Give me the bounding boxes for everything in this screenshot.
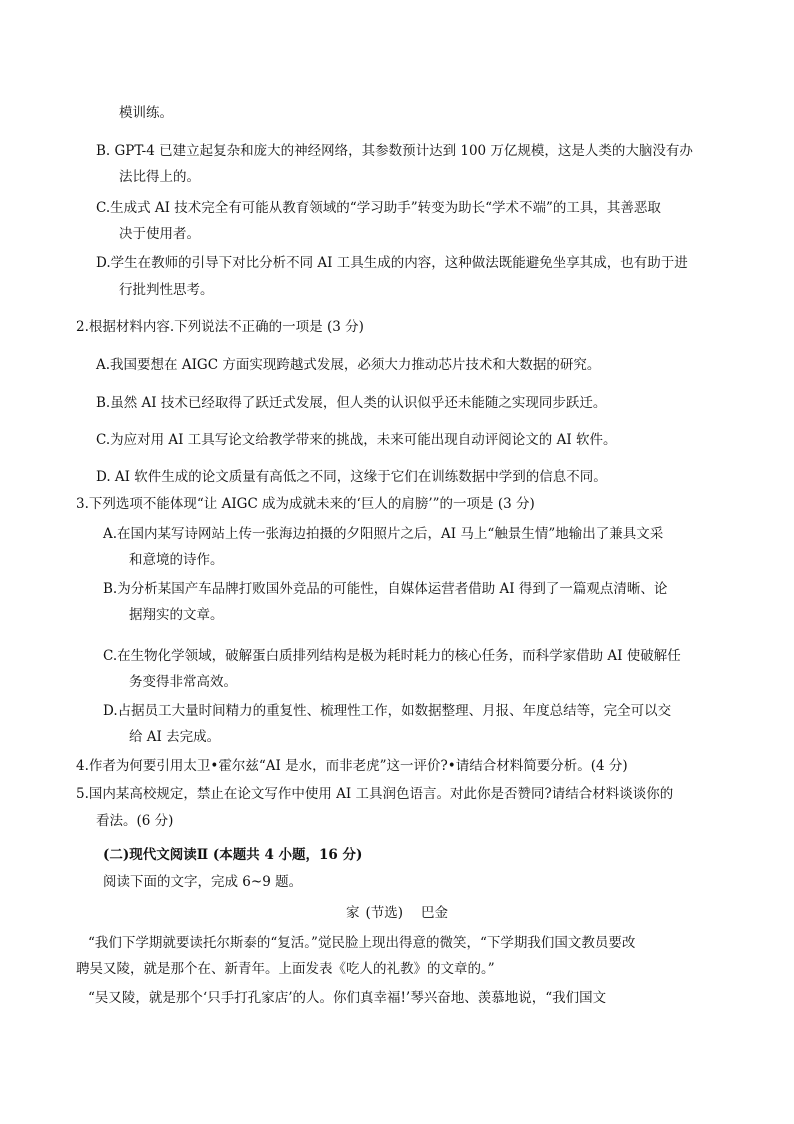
q2-option-b: B.虽然 AI 技术已经取得了跃迁式发展，但人类的认识似乎还未能随之实现同步跃迁。 — [96, 395, 607, 411]
q5-stem: 5.国内某高校规定，禁止在论文写作中使用 AI 工具润色语言。对此你是否赞同?请结合材料谈谈你的 — [76, 786, 674, 802]
q3-option-b: B.为分析某国产车品牌打败国外竞品的可能性，自媒体运营者借助 AI 得到了一篇观点清晰、论 — [103, 581, 668, 597]
q3-option-a-cont: 和意境的诗作。 — [129, 552, 224, 568]
q3-option-c: C.在生物化学领域，破解蛋白质排列结构是极为耗时耗力的核心任务，而科学家借助 AI 使破解任 — [103, 648, 681, 664]
passage-p1-line1: “我们下学期就要读托尔斯泰的“复活。”觉民脸上现出得意的微笑，“下学期我们国文教员要改 — [88, 935, 636, 951]
q1-option-c: C.生成式 AI 技术完全有可能从教育领域的“学习助手”转变为助长“学术不端”的工具，其善恶取 — [96, 200, 661, 216]
q1-option-c-cont: 决于使用者。 — [119, 226, 200, 242]
q1-option-b: B. GPT-4 已建立起复杂和庞大的神经网络，其参数预计达到 100 万亿规模，这是人类的大脑没有办 — [96, 143, 693, 159]
passage-note: (节选) — [365, 905, 404, 921]
q1-option-b-cont: 法比得上的。 — [119, 169, 200, 185]
q3-option-d-cont: 给 AI 去完成。 — [129, 729, 221, 745]
q5-stem-cont: 看法。(6 分) — [96, 813, 174, 829]
q1-option-d: D.学生在教师的引导下对比分析不同 AI 工具生成的内容，这种做法既能避免坐享其成，也有助于进 — [96, 255, 688, 271]
q3-option-c-cont: 务变得非常高效。 — [129, 674, 237, 690]
passage-p2-line1: “吴又陵，就是那个‘只手打孔家店’的人。你们真幸福!’琴兴奋地、羡慕地说，“我们国文 — [88, 990, 607, 1006]
q2-stem: 2.根据材料内容.下列说法不正确的一项是 (3 分) — [76, 319, 364, 335]
q1-cont-line: 模训练。 — [119, 105, 173, 121]
q3-option-a: A.在国内某写诗网站上传一张海边拍摄的夕阳照片之后，AI 马上“触景生情”地输出了兼具文采 — [103, 526, 664, 542]
q4-stem: 4.作者为何要引用太卫•霍尔兹“AI 是水，而非老虎”这一评价?•请结合材料简要分析。(4 分) — [76, 758, 628, 774]
passage-author: 巴金 — [421, 905, 449, 921]
passage-title: 家 — [345, 905, 360, 921]
q3-option-b-cont: 据翔实的文章。 — [129, 607, 224, 623]
passage-p1-line2: 聘吴又陵，就是那个在、新青年。上面发表《吃人的礼教》的文章的。” — [76, 961, 495, 977]
q2-option-c: C.为应对用 AI 工具写论文给教学带来的挑战，未来可能出现自动评阅论文的 AI 软件。 — [96, 432, 617, 448]
q3-stem: 3.下列选项不能体现“让 AIGC 成为成就未来的‘巨人的肩膀’”的一项是 (3 分) — [76, 496, 535, 512]
section-instruction: 阅读下面的文字，完成 6~9 题。 — [103, 874, 303, 890]
section-heading: (二)现代文阅读Ⅱ (本题共 4 小题，16 分) — [103, 847, 363, 863]
q1-option-d-cont: 行批判性思考。 — [119, 282, 214, 298]
q2-option-d: D. AI 软件生成的论文质量有高低之不同，这缘于它们在训练数据中学到的信息不同。 — [96, 469, 607, 485]
q2-option-a: A.我国要想在 AIGC 方面实现跨越式发展，必须大力推动芯片技术和大数据的研究。 — [96, 357, 601, 373]
q3-option-d: D.占据员工大量时间精力的重复性、梳理性工作，如数据整理、月报、年度总结等，完全可以交 — [103, 703, 672, 719]
passage-title-line — [0, 903, 794, 923]
